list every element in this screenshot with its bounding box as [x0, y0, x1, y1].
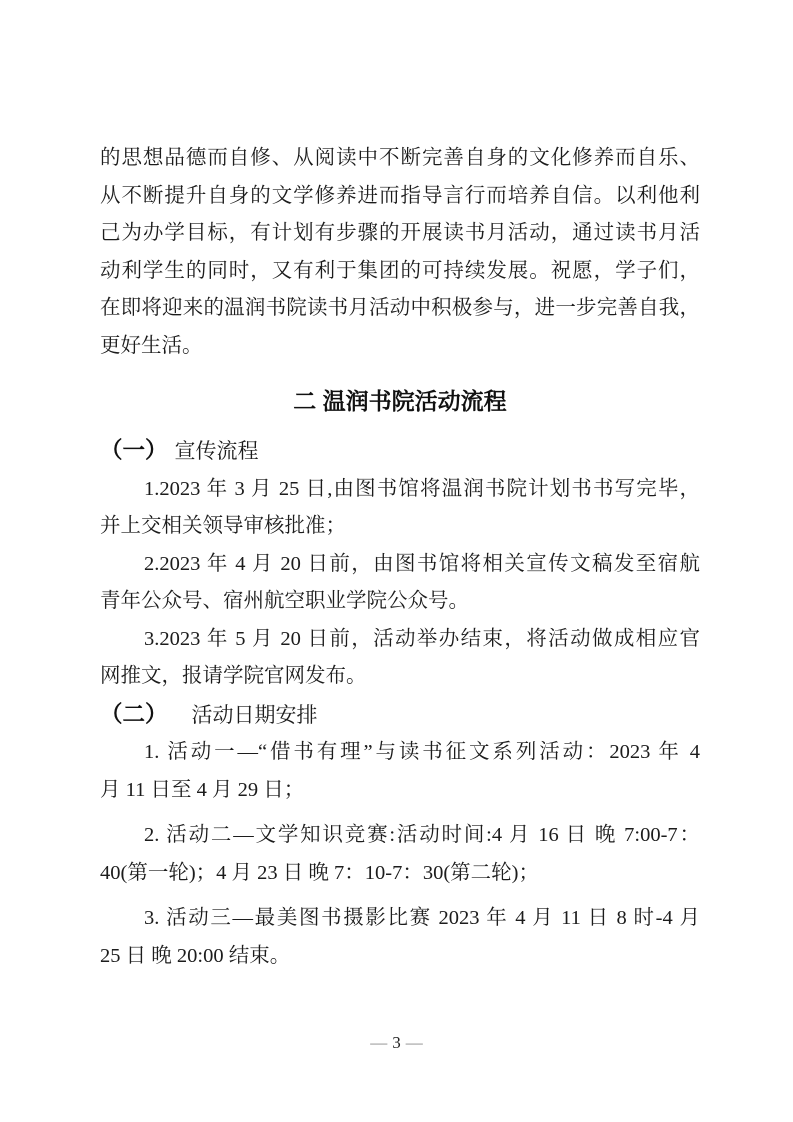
footer-page-number: 3 [392, 1033, 401, 1052]
subsection-title: 活动日期安排 [191, 702, 318, 727]
page-content [100, 140, 700, 975]
footer-dash-right: — [405, 1033, 423, 1052]
list-item-line: 25 日 晚 20:00 结束。 [100, 944, 291, 967]
page-number [0, 1033, 793, 1053]
list-item-line: 1.2023 年 3 月 25 日,由图书馆将温润书院计划书书写完毕， [144, 477, 700, 500]
list-item-line: 2.2023 年 4 月 20 日前，由图书馆将相关宣传文稿发至宿航 [144, 552, 700, 575]
list-item-line: 网推文，报请学院官网发布。 [100, 665, 367, 687]
list-item-line: 并上交相关领导审核批准； [100, 515, 346, 537]
intro-line: 动利学生的同时，又有利于集团的可持续发展。祝愿，学子们， [100, 259, 700, 282]
list-item-line: 1. 活动一—“借书有理”与读书征文系列活动：2023 年 4 [144, 741, 700, 763]
subsection-number: （一） [100, 438, 168, 463]
intro-line: 更好生活。 [100, 334, 203, 357]
intro-line: 在即将迎来的温润书院读书月活动中积极参与，进一步完善自我， [100, 297, 700, 319]
list-item-line: 3.2023 年 5 月 20 日前，活动举办结束，将活动做成相应官 [144, 627, 700, 650]
subsection-title: 宣传流程 [174, 439, 259, 463]
subsection-heading-2 [100, 696, 700, 735]
list-item-line: 40(第一轮)；4 月 23 日 晚 7：10-7：30(第二轮)； [100, 861, 540, 884]
list-item-line: 月 11 日至 4 月 29 日； [100, 778, 305, 801]
list-item-line: 2. 活动二—文学知识竞赛:活动时间:4 月 16 日 晚 7:00-7： [144, 824, 700, 846]
subsection-heading-1 [100, 432, 700, 471]
intro-line: 的思想品德而自修、从阅读中不断完善自身的文化修养而自乐、 [100, 147, 700, 169]
intro-line: 从不断提升自身的文学修养进而指导言行而培养自信。以利他利 [100, 184, 700, 207]
subsection-number: （二） [100, 701, 168, 727]
section-heading: 二 温润书院活动流程 [293, 388, 507, 414]
list-item-line: 青年公众号、宿州航空职业学院公众号。 [100, 590, 469, 612]
footer-dash-left: — [370, 1033, 388, 1052]
intro-line: 己为办学目标，有计划有步骤的开展读书月活动，通过读书月活 [100, 222, 700, 244]
list-item-line: 3. 活动三—最美图书摄影比赛 2023 年 4 月 11 日 8 时-4 月 [144, 907, 700, 929]
